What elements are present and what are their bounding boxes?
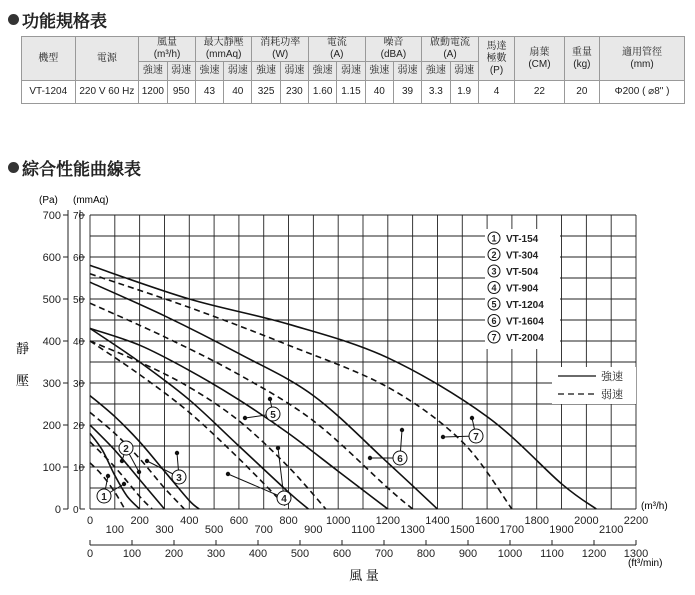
bullet-icon (8, 162, 19, 173)
y-right-unit-label: (mmAq) (73, 195, 109, 206)
chart-title-text: 綜合性能曲線表 (22, 160, 141, 179)
spec-data-row (22, 81, 685, 104)
cell-airflow-weak: 950 (167, 81, 195, 104)
marker-dot (120, 459, 124, 463)
marker-dot (243, 416, 247, 420)
legend-model-name: VT-2004 (506, 333, 544, 344)
m3h-tick-label: 1200 (375, 515, 401, 527)
cfm-tick-label: 1200 (581, 548, 607, 560)
marker-dot (368, 456, 372, 460)
speed-label: 強速 (365, 62, 393, 81)
mmaq-tick-label: 10 (73, 463, 85, 474)
m3h-tick-label: 700 (254, 524, 273, 536)
header-power: 電源 (75, 37, 139, 81)
marker-dot (137, 470, 141, 474)
cfm-tick-label: 200 (164, 548, 184, 560)
pa-tick-label: 300 (42, 378, 61, 390)
pa-tick-label: 400 (42, 336, 61, 348)
speed-label: 強速 (139, 62, 167, 81)
legend-strong-label: 強速 (601, 371, 623, 383)
m3h-tick-label: 100 (105, 524, 124, 536)
cfm-tick-label: 100 (122, 548, 142, 560)
cell-duct: Φ200 ( ⌀8" ) (600, 81, 685, 104)
m3h-tick-label: 1400 (425, 515, 450, 527)
speed-label: 強速 (252, 62, 280, 81)
x-unit-cfm: (ft³/min) (628, 558, 663, 569)
cfm-tick-label: 400 (248, 548, 268, 560)
spec-title-text: 功能規格表 (22, 12, 107, 31)
legend-number: 4 (491, 283, 497, 293)
header-pressure: 最大靜壓 (mmAq) (195, 37, 252, 62)
header-model: 機型 (22, 37, 76, 81)
marker-dot (276, 446, 280, 450)
m3h-tick-label: 0 (86, 515, 94, 527)
legend-model-name: VT-504 (506, 267, 539, 278)
cell-watt-strong: 325 (252, 81, 280, 104)
cfm-tick-label: 900 (458, 548, 478, 560)
marker-dot (441, 435, 445, 439)
m3h-tick-label: 2100 (598, 524, 624, 536)
spec-header-row (22, 37, 685, 62)
legend-number: 6 (491, 316, 497, 326)
legend-weak-label: 弱速 (601, 389, 623, 401)
pa-tick-label: 100 (42, 462, 61, 474)
curve-number-label: 4 (281, 494, 287, 505)
mmaq-tick-label: 40 (73, 337, 85, 348)
m3h-tick-label: 900 (304, 524, 323, 536)
m3h-tick-label: 2200 (623, 515, 649, 527)
header-weight: 重量 (kg) (564, 37, 599, 81)
m3h-tick-label: 1700 (499, 524, 525, 536)
cell-poles: 4 (478, 81, 514, 104)
header-blades: 扇葉 (CM) (515, 37, 565, 81)
marker-dot (106, 474, 110, 478)
marker-dot (122, 482, 126, 486)
bullet-icon (8, 14, 19, 25)
x-unit-m3h: (m³/h) (641, 501, 668, 512)
spec-table (21, 36, 685, 104)
chart-legend (485, 229, 636, 404)
header-current: 電流 (A) (309, 37, 366, 62)
m3h-tick-label: 300 (155, 524, 174, 536)
style-legend-background (552, 367, 636, 404)
legend-model-name: VT-154 (506, 234, 539, 245)
pa-tick-label: 700 (42, 210, 61, 222)
mmaq-tick-label: 60 (73, 253, 85, 264)
cell-weight: 20 (564, 81, 599, 104)
speed-label: 弱速 (393, 62, 421, 81)
speed-label: 強速 (422, 62, 450, 81)
pa-tick-label: 600 (42, 252, 61, 264)
cfm-tick-label: 800 (416, 548, 436, 560)
legend-model-name: VT-1604 (506, 316, 544, 328)
curve-number-label: 2 (123, 444, 129, 455)
m3h-tick-label: 600 (229, 515, 249, 527)
cfm-tick-label: 1300 (623, 548, 649, 560)
mmaq-tick-label: 0 (73, 505, 79, 516)
marker-dot (268, 397, 272, 401)
marker-dot (175, 451, 179, 455)
cfm-tick-label: 600 (332, 548, 352, 560)
mmaq-tick-label: 70 (73, 211, 85, 222)
m3h-tick-label: 1100 (351, 524, 375, 536)
y-left-unit-label: (Pa) (39, 195, 58, 206)
y-title-char: 壓 (16, 373, 30, 388)
mmaq-tick-label: 30 (73, 379, 85, 390)
speed-label: 弱速 (450, 62, 478, 81)
m3h-tick-label: 1800 (524, 515, 549, 527)
legend-number: 1 (491, 233, 497, 244)
marker-leader (278, 448, 284, 498)
speed-label: 弱速 (167, 62, 195, 81)
cfm-tick-label: 700 (374, 548, 394, 560)
cfm-tick-label: 300 (206, 548, 226, 560)
curve-number-label: 7 (473, 432, 479, 443)
marker-dot (400, 428, 404, 432)
marker-dot (226, 472, 230, 476)
header-duct: 適用管徑 (mm) (600, 37, 685, 81)
legend-number: 2 (491, 250, 497, 260)
legend-model-name: VT-304 (506, 250, 539, 262)
m3h-tick-label: 1900 (549, 524, 574, 536)
curve-number-label: 6 (397, 454, 403, 465)
spec-section-title (8, 7, 107, 32)
legend-number: 3 (491, 266, 497, 277)
cell-watt-weak: 230 (280, 81, 308, 104)
cell-power: 220 V 60 Hz (75, 81, 139, 104)
header-start-current: 啟動電流 (A) (422, 37, 479, 62)
cell-model: VT-1204 (22, 81, 76, 104)
performance-chart (0, 180, 695, 595)
speed-label: 弱速 (224, 62, 252, 81)
mmaq-tick-label: 50 (73, 295, 85, 306)
cell-pressure-strong: 43 (195, 81, 223, 104)
speed-label: 弱速 (337, 62, 365, 81)
m3h-tick-label: 400 (180, 515, 199, 527)
marker-dot (145, 459, 149, 463)
cfm-tick-label: 1100 (540, 548, 564, 560)
header-airflow: 風量 (m³/h) (139, 37, 196, 62)
y-title-char: 靜 (16, 341, 30, 356)
header-noise: 噪音 (dBA) (365, 37, 422, 62)
cell-start-current-weak: 1.9 (450, 81, 478, 104)
m3h-tick-label: 1300 (400, 524, 425, 536)
cfm-tick-label: 1000 (497, 548, 523, 560)
speed-label: 強速 (309, 62, 337, 81)
pa-tick-label: 500 (42, 294, 61, 306)
m3h-tick-label: 1000 (325, 515, 351, 527)
m3h-tick-label: 200 (130, 515, 149, 527)
m3h-tick-label: 800 (279, 515, 298, 527)
pa-tick-label: 0 (54, 504, 61, 516)
m3h-tick-label: 2000 (574, 515, 599, 527)
cell-current-strong: 1.60 (309, 81, 337, 104)
m3h-tick-label: 1500 (450, 524, 475, 536)
curve-number-label: 3 (176, 473, 182, 484)
curve-number-label: 1 (101, 492, 107, 503)
cell-noise-strong: 40 (365, 81, 393, 104)
pa-tick-label: 200 (42, 420, 61, 432)
header-watt: 消耗功率 (W) (252, 37, 309, 62)
curve-number-label: 5 (270, 410, 276, 421)
cell-start-current-strong: 3.3 (422, 81, 450, 104)
cell-blades: 22 (515, 81, 565, 104)
cfm-tick-label: 0 (86, 548, 94, 560)
legend-number: 7 (491, 332, 497, 343)
marker-leader (228, 474, 284, 498)
chart-section-title (8, 155, 141, 180)
cfm-tick-label: 500 (290, 548, 310, 560)
cell-pressure-weak: 40 (224, 81, 252, 104)
legend-number: 5 (491, 299, 497, 310)
marker-dot (470, 416, 474, 420)
m3h-tick-label: 1600 (474, 515, 500, 527)
m3h-tick-label: 500 (204, 524, 224, 536)
legend-model-name: VT-1204 (506, 300, 544, 311)
cell-noise-weak: 39 (393, 81, 421, 104)
speed-label: 弱速 (280, 62, 308, 81)
legend-model-name: VT-904 (506, 283, 539, 295)
cell-airflow-strong: 1200 (139, 81, 167, 104)
cell-current-weak: 1.15 (337, 81, 365, 104)
x-title: 風 量 (349, 568, 379, 583)
mmaq-tick-label: 20 (73, 421, 85, 432)
speed-label: 強速 (195, 62, 223, 81)
header-poles: 馬達 極數 (P) (478, 37, 514, 81)
